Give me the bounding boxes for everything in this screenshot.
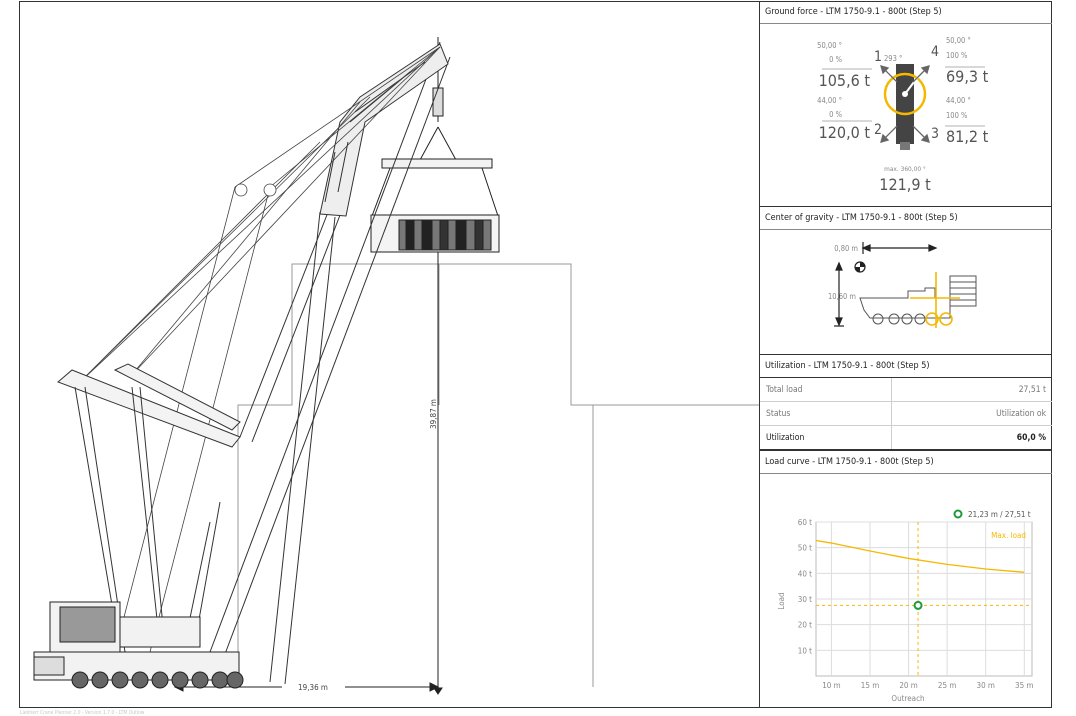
max-load-curve	[816, 540, 1024, 572]
utilization-panel	[760, 355, 1052, 451]
x-tick-label: 15 m	[860, 681, 880, 690]
x-tick-label: 20 m	[899, 681, 918, 690]
support-1-angle: 50,00 °	[817, 41, 842, 50]
y-tick-label: 40 t	[797, 569, 812, 579]
y-tick-label: 10 t	[797, 646, 812, 656]
cog-vertical: 10,60 m	[827, 292, 856, 301]
y-tick-label: 50 t	[797, 543, 812, 553]
utilization-label: Utilization	[760, 426, 891, 450]
max-load-legend: Max. load	[991, 531, 1026, 540]
support-1-pct: 0 %	[829, 55, 842, 64]
y-tick-label: 30 t	[797, 595, 812, 604]
support-2-force: 120,0 t	[818, 123, 870, 142]
total-load-value: 27,51 t	[891, 378, 1052, 402]
width-dimension-label: 19,36 m	[298, 683, 328, 692]
x-tick-label: 35 m	[1015, 681, 1034, 690]
support-3-num: 3	[931, 126, 940, 142]
ground-force-diagram	[760, 24, 1052, 207]
support-4-pct: 100 %	[946, 51, 968, 60]
load-curve-title: Load curve - LTM 1750-9.1 - 800t (Step 5)	[760, 451, 1052, 474]
utilization-title: Utilization - LTM 1750-9.1 - 800t (Step 5)	[760, 355, 1052, 378]
load-curve-panel	[760, 451, 1052, 708]
ground-force-title: Ground force - LTM 1750-9.1 - 800t (Step 5)	[760, 1, 1052, 24]
total-load-label: Total load	[760, 378, 891, 402]
footer-note: Liebherr Crane Planner 2.0 - Version 1.7.0 - LTM Outlow	[20, 710, 145, 716]
cog-panel	[760, 207, 1052, 355]
point-label: 21,23 m / 27,51 t	[968, 510, 1031, 519]
support-3-angle: 44,00 °	[946, 96, 971, 105]
support-1-force: 105,6 t	[818, 71, 870, 90]
status-value: Utilization ok	[891, 402, 1052, 426]
support-2-angle: 44,00 °	[817, 96, 842, 105]
ground-force-panel	[760, 1, 1052, 207]
x-tick-label: 30 m	[976, 681, 995, 690]
cog-diagram	[760, 230, 1052, 354]
support-2-num: 2	[874, 122, 883, 138]
support-4-num: 4	[931, 44, 940, 60]
cog-marker-icon	[855, 262, 865, 272]
table-row	[760, 426, 1052, 450]
support-2-pct: 0 %	[829, 110, 842, 119]
utilization-table	[760, 378, 1052, 450]
support-3-force: 81,2 t	[946, 127, 989, 146]
building-outline	[238, 264, 759, 687]
cog-horizontal: 0,80 m	[834, 244, 858, 253]
slew-angle: 293 °	[884, 54, 903, 63]
support-1-num: 1	[874, 49, 883, 65]
max-value: 121,9 t	[879, 175, 931, 194]
point-legend-icon	[955, 511, 962, 518]
table-row	[760, 378, 1052, 402]
utilization-value: 60,0 %	[891, 426, 1052, 450]
load-curve-chart	[760, 474, 1052, 708]
load-point	[915, 602, 922, 609]
x-tick-label: 10 m	[822, 681, 841, 690]
x-tick-label: 25 m	[937, 681, 957, 690]
max-label: max. 360,00 °	[884, 165, 926, 173]
crane-drawing	[20, 2, 759, 707]
info-panel	[759, 1, 1052, 708]
height-dimension-label: 39,87 m	[429, 399, 438, 429]
y-tick-label: 60 t	[797, 518, 812, 527]
table-row	[760, 402, 1052, 426]
cog-title: Center of gravity - LTM 1750-9.1 - 800t (Step 5)	[760, 207, 1052, 230]
x-axis-label: Outreach	[891, 694, 925, 703]
y-tick-label: 20 t	[797, 620, 812, 630]
status-label: Status	[760, 402, 891, 426]
y-axis-label: Load	[777, 592, 786, 610]
height-dimension	[434, 252, 442, 694]
support-4-angle: 50,00 °	[946, 36, 971, 45]
support-3-pct: 100 %	[946, 111, 968, 120]
support-4-force: 69,3 t	[946, 67, 989, 86]
crane-carrier	[34, 602, 243, 688]
crane-silhouette-icon	[860, 276, 976, 324]
